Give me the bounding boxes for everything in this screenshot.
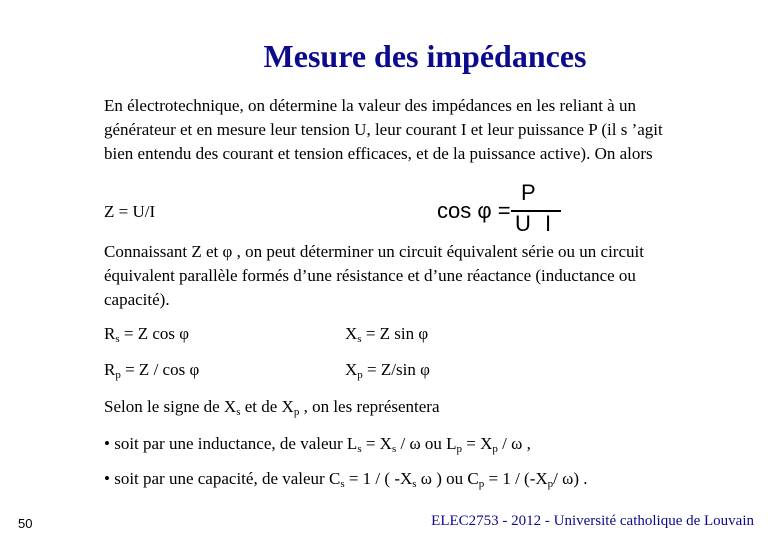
slide-title: Mesure des impédances	[263, 38, 587, 74]
equivalent-circuit-paragraph: Connaissant Z et φ , on peut déterminer un circuit équivalent série ou un circuit équivalent parallèle formés d’une résistance et d’une réactance (inductance ou capacité).	[104, 242, 644, 309]
text: = X	[462, 434, 493, 453]
expression: = Z / cos φ	[120, 360, 200, 379]
expression: = Z/sin φ	[362, 360, 430, 379]
cos-phi-numerator: P	[521, 180, 536, 205]
page-number: 50	[18, 516, 33, 531]
selon-line	[104, 397, 440, 418]
text: et de X	[240, 397, 294, 416]
subscript: p	[115, 369, 121, 381]
subscript: p	[492, 443, 498, 455]
subscript: s	[236, 406, 241, 418]
series-reactance-formula	[345, 324, 428, 345]
text: = 1 / ( -X	[344, 469, 413, 488]
expression: = Z cos φ	[119, 324, 190, 343]
subscript: p	[293, 406, 300, 418]
parallel-resistance-formula	[104, 360, 199, 381]
text: = X	[361, 434, 392, 453]
subscript: s	[357, 333, 362, 345]
text: Selon le signe de X	[104, 397, 237, 416]
symbol: R	[104, 324, 116, 343]
cos-phi-formula	[437, 180, 567, 240]
symbol: X	[345, 324, 358, 343]
intro-paragraph: En électrotechnique, on détermine la valeur des impédances en les reliant à un générateur et en mesure leur tension U, leur courant I et leur puissance P (il s ’agit bien entendu des courant et tension efficaces, et de la puissance active). On alors	[104, 96, 663, 163]
symbol: X	[345, 360, 358, 379]
cos-phi-denominator: U I	[515, 211, 556, 236]
footer-text: ELEC2753 - 2012 - Université catholique de Louvain	[431, 513, 754, 529]
subscript: p	[547, 478, 554, 490]
symbol: R	[104, 360, 116, 379]
subscript: p	[456, 443, 463, 455]
subscript: s	[412, 478, 417, 490]
subscript: p	[357, 369, 363, 381]
inductance-bullet	[104, 434, 531, 455]
text: • soit par une inductance, de valeur L	[104, 434, 358, 453]
parallel-reactance-formula	[345, 360, 430, 381]
text: • soit par une capacité, de valeur C	[104, 469, 341, 488]
cos-phi-lhs: cos φ =	[437, 198, 511, 223]
text: / ω ou L	[396, 434, 457, 453]
subscript: s	[340, 478, 345, 490]
capacitance-bullet	[104, 469, 588, 490]
text: , on les représentera	[299, 397, 440, 416]
z-formula: Z = U/I	[104, 202, 156, 221]
subscript: s	[391, 443, 397, 455]
subscript: p	[478, 478, 485, 490]
text: / ω ,	[497, 434, 531, 453]
text: ω ) ou C	[416, 469, 479, 488]
subscript: s	[115, 333, 120, 345]
expression: = Z sin φ	[361, 324, 429, 343]
text: / ω) .	[553, 469, 588, 488]
series-resistance-formula	[104, 324, 189, 345]
text: = 1 / (-X	[484, 469, 548, 488]
subscript: s	[357, 443, 362, 455]
